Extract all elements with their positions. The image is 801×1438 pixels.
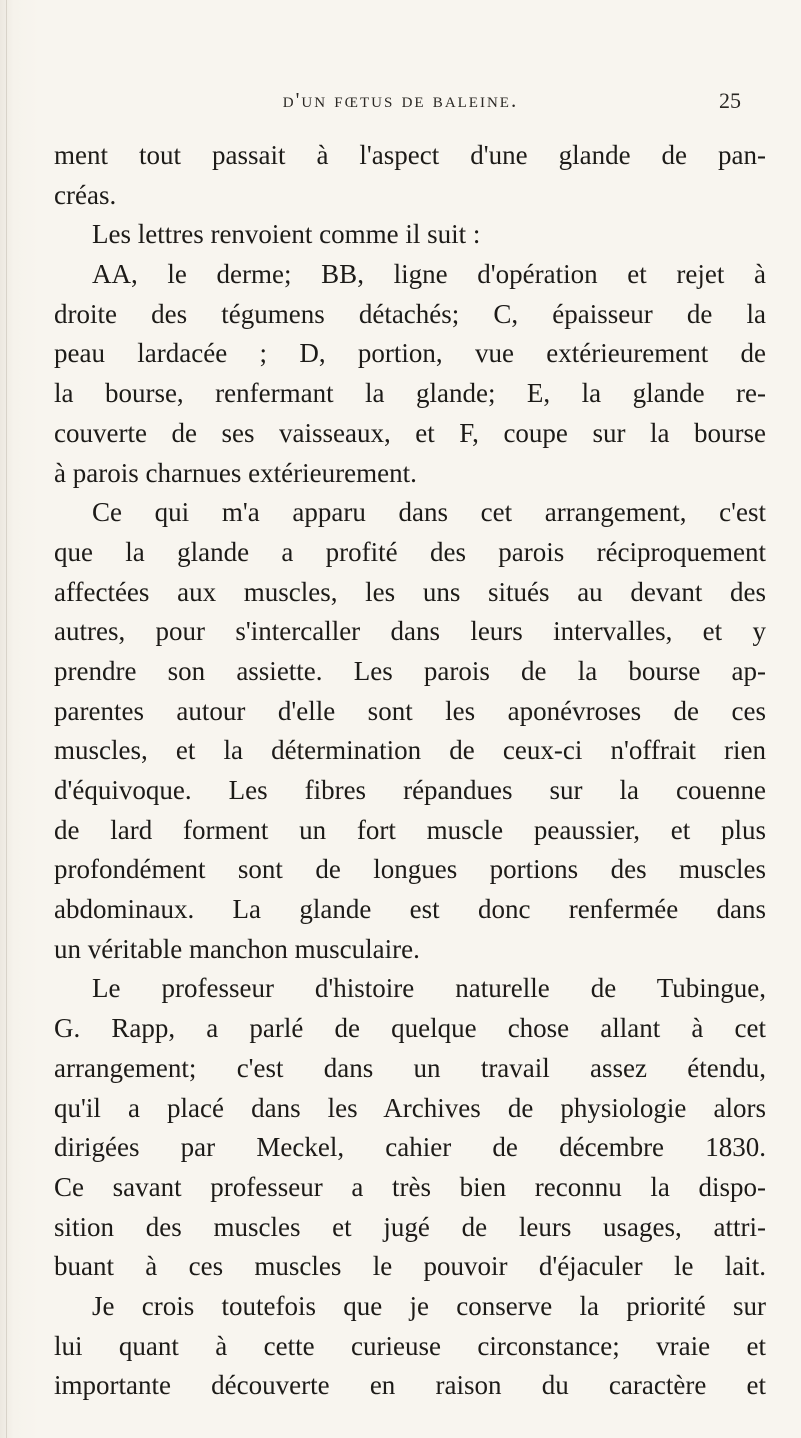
text-line: autres, pour s'intercaller dans leurs intervalles, et y: [54, 616, 766, 647]
text-line: prendre son assiette. Les parois de la bourse ap-: [54, 655, 766, 686]
text-line: la bourse, renfermant la glande; E, la glande re-: [54, 378, 766, 409]
body-text: [54, 136, 766, 1406]
text-line: profondément sont de longues portions des muscles: [54, 854, 766, 885]
text-line: d'équivoque. Les fibres répandues sur la couenne: [54, 775, 766, 805]
text-line: parentes autour d'elle sont les aponévroses de ces: [54, 695, 766, 726]
text-line: ment tout passait à l'aspect d'une glande de pan-: [54, 140, 766, 170]
running-title: d'un fœtus de baleine.: [282, 88, 519, 112]
text-line: que la glande a profité des parois réciproquement: [54, 536, 766, 567]
page-gutter: [6, 0, 7, 1438]
text-line: buant à ces muscles le pouvoir d'éjaculer le lait.: [54, 1251, 766, 1282]
text-line: Le professeur d'histoire naturelle de Tubingue,: [92, 973, 766, 1004]
text-line: Ce savant professeur a très bien reconnu la dispo-: [54, 1171, 766, 1202]
text-line: Je crois toutefois que je conserve la priorité sur: [92, 1290, 766, 1321]
text-line: créas.: [54, 179, 117, 210]
text-line: un véritable manchon musculaire.: [54, 933, 420, 964]
text-line: arrangement; c'est dans un travail assez étendu,: [54, 1052, 766, 1083]
text-line: muscles, et la détermination de ceux-ci n'offrait rien: [54, 735, 766, 766]
text-line: lui quant à cette curieuse circonstance; vraie et: [54, 1330, 766, 1361]
text-line: Les lettres renvoient comme il suit :: [92, 219, 481, 250]
page-header: [0, 88, 801, 118]
text-line: dirigées par Meckel, cahier de décembre 1830.: [54, 1132, 766, 1163]
text-line: AA, le derme; BB, ligne d'opération et rejet à: [92, 259, 766, 290]
text-line: qu'il a placé dans les Archives de physiologie alors: [54, 1092, 766, 1123]
text-line: G. Rapp, a parlé de quelque chose allant à cet: [54, 1013, 766, 1044]
text-line: importante découverte en raison du caractère et: [54, 1370, 766, 1401]
text-line: Ce qui m'a apparu dans cet arrangement, c'est: [92, 497, 766, 528]
text-line: droite des tégumens détachés; C, épaisseur de la: [54, 298, 766, 329]
text-line: abdominaux. La glande est donc renfermée dans: [54, 894, 766, 925]
text-line: à parois charnues extérieurement.: [54, 457, 417, 488]
text-line: de lard forment un fort muscle peaussier, et plus: [54, 814, 766, 845]
text-line: couverte de ses vaisseaux, et F, coupe sur la bourse: [54, 417, 766, 448]
text-line: affectées aux muscles, les uns situés au devant des: [54, 576, 766, 607]
text-line: peau lardacée ; D, portion, vue extérieurement de: [54, 338, 766, 369]
page-number: 25: [719, 88, 741, 113]
text-line: sition des muscles et jugé de leurs usages, attri-: [54, 1211, 766, 1242]
